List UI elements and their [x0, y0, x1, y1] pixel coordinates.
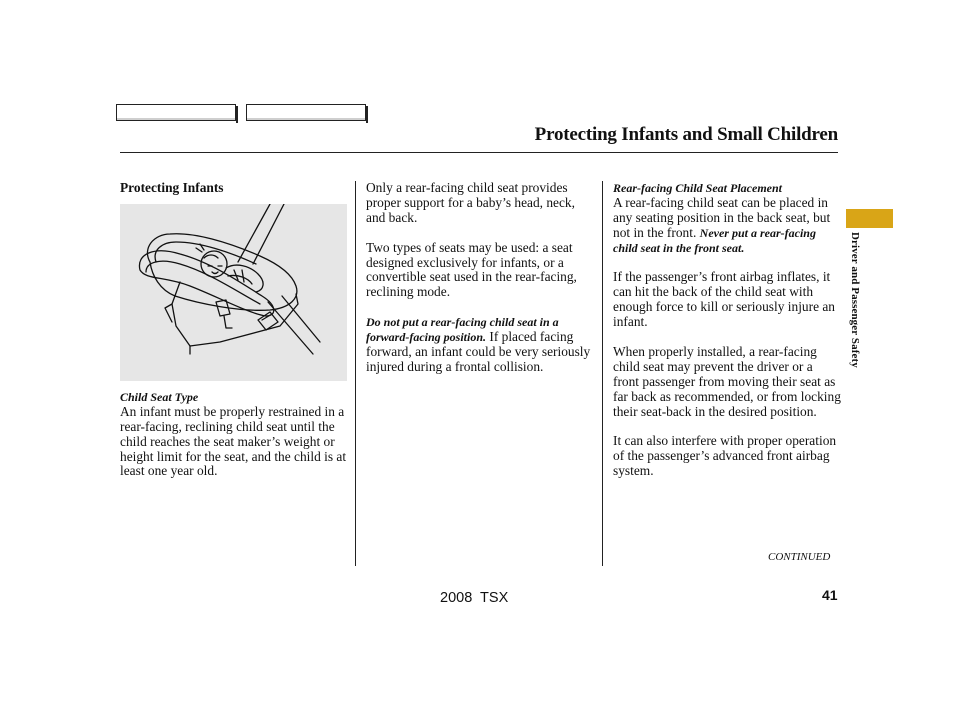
column-3 — [613, 181, 841, 494]
next-page-button[interactable] — [246, 104, 366, 121]
paragraph-forward-facing-warning — [366, 315, 596, 375]
section-heading: Protecting Infants — [120, 180, 224, 195]
front-seat-warning: Never put a rear-facing child seat in the front seat. — [613, 225, 816, 255]
warning-text: Do not put a rear-facing child seat in a forward-facing position. — [366, 315, 559, 345]
subheading-rear-facing-placement: Rear-facing Child Seat Placement — [613, 181, 782, 195]
paragraph-airbag-system: It can also interfere with proper operation of the passenger’s advanced front airbag system. — [613, 433, 837, 479]
page-number: 41 — [822, 587, 838, 603]
paragraph-installation: When properly installed, a rear-facing child seat may prevent the driver or a front passenger from moving their seat as far back as recommended, or from locking their seat-back in the desired position. — [613, 343, 841, 419]
page-title: Protecting Infants and Small Children — [534, 124, 838, 145]
infant-seat-illustration — [120, 204, 347, 381]
subheading-child-seat-type: Child Seat Type — [120, 389, 199, 404]
previous-page-button[interactable] — [116, 104, 236, 121]
continued-label: CONTINUED — [768, 551, 831, 563]
model-label: 2008 TSX — [440, 590, 509, 606]
infant-car-seat-drawing — [120, 204, 347, 381]
column-2 — [366, 181, 596, 390]
column-divider-2 — [602, 181, 603, 566]
paragraph-support: Only a rear-facing child seat provides proper support for a baby’s head, neck, and back. — [366, 180, 575, 225]
paragraph-airbag-risk: If the passenger’s front airbag inflates, it can hit the back of the child seat with enough force to kill or seriously injure an infant. — [613, 269, 836, 330]
column-1 — [120, 181, 348, 494]
column-divider-1 — [355, 181, 356, 566]
paragraph-placement — [613, 196, 841, 256]
section-tab-label: Driver and Passenger Safety — [849, 232, 861, 368]
header-divider — [120, 152, 838, 153]
placement-text: A rear-facing child seat can be placed in any seating position in the back seat, but not in the front. — [613, 194, 831, 240]
child-seat-type-text: An infant must be properly restrained in a rear-facing, reclining child seat until the child reaches the seat maker’s weight or height limit for the seat, and the child is at least one year old. — [120, 403, 347, 479]
section-tab-marker — [846, 209, 893, 228]
warning-detail: If placed facing forward, an infant could be very seriously injured during a frontal collision. — [366, 329, 591, 374]
paragraph-seat-types: Two types of seats may be used: a seat designed exclusively for infants, or a convertible seat used in the rear-facing, reclining mode. — [366, 239, 577, 300]
